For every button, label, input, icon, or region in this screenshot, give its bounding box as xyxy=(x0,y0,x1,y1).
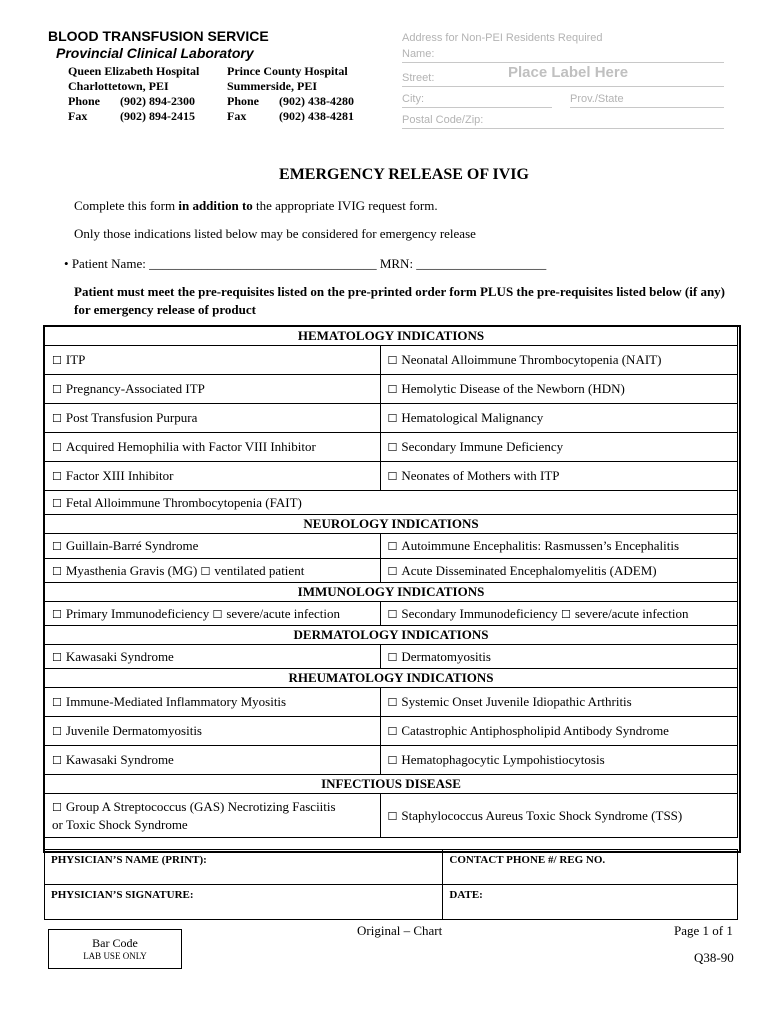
prov-label: Prov./State xyxy=(570,93,624,105)
patient-name-field[interactable]: Patient Name: ___________________________________ xyxy=(71,256,377,271)
checkbox-icon: ☐ xyxy=(212,607,223,621)
indication-hdn[interactable]: ☐ Hemolytic Disease of the Newborn (HDN) xyxy=(380,375,738,404)
indication-pregnancy-itp[interactable]: ☐ Pregnancy-Associated ITP xyxy=(45,375,381,404)
lab-use-label: LAB USE ONLY xyxy=(83,951,147,961)
phone-number: (902) 438-4280 xyxy=(279,94,354,108)
physician-signature-field[interactable]: PHYSICIAN’S SIGNATURE: xyxy=(45,885,443,920)
fax-number: (902) 438-4281 xyxy=(279,109,354,123)
indication-tss[interactable]: ☐ Staphylococcus Aureus Toxic Shock Syndrome (TSS) xyxy=(380,794,738,838)
indication-itp[interactable]: ☐ ITP xyxy=(45,346,381,375)
checkbox-icon: ☐ xyxy=(52,754,62,767)
checkbox-icon: ☐ xyxy=(387,540,398,553)
city-label: City: xyxy=(402,93,424,105)
fax-number: (902) 894-2415 xyxy=(120,109,195,123)
signature-table xyxy=(44,849,738,920)
section-header-hematology: HEMATOLOGY INDICATIONS xyxy=(45,327,738,346)
indication-acquired-hemophilia[interactable]: ☐ Acquired Hemophilia with Factor VIII Inhibitor xyxy=(45,433,381,462)
form-title: EMERGENCY RELEASE OF IVIG xyxy=(279,166,529,183)
fax-label: Fax xyxy=(68,109,88,123)
phone-number: (902) 894-2300 xyxy=(120,94,195,108)
indications-table xyxy=(44,326,738,838)
place-label-placeholder: Place Label Here xyxy=(508,64,629,81)
checkbox-icon: ☐ xyxy=(387,354,398,367)
bullet: • xyxy=(64,256,69,271)
indication-kawasaki-rheum[interactable]: ☐ Kawasaki Syndrome xyxy=(45,746,381,775)
checkbox-icon: ☐ xyxy=(387,607,398,621)
indication-juvenile-dermatomyositis[interactable]: ☐ Juvenile Dermatomyositis xyxy=(45,717,381,746)
checkbox-icon: ☐ xyxy=(52,540,62,553)
patient-line[interactable] xyxy=(64,256,546,272)
indication-immune-myositis[interactable]: ☐ Immune-Mediated Inflammatory Myositis xyxy=(45,688,381,717)
address-block xyxy=(402,32,724,132)
barcode-box xyxy=(48,929,182,969)
prerequisite-note: Patient must meet the pre-requisites listed on the pre-printed order form PLUS the pre-requisites listed below (if any) for emergency release of product xyxy=(74,284,726,317)
indication-hlh[interactable]: ☐ Hematophagocytic Lympohistiocytosis xyxy=(380,746,738,775)
name-field[interactable] xyxy=(402,48,724,63)
checkbox-icon: ☐ xyxy=(52,412,62,425)
indication-fait[interactable]: ☐ Fetal Alloimmune Thrombocytopenia (FAIT) xyxy=(45,491,738,515)
indication-kawasaki-derm[interactable]: ☐ Kawasaki Syndrome xyxy=(45,645,381,669)
org-name: BLOOD TRANSFUSION SERVICE xyxy=(48,28,269,44)
indication-myasthenia-gravis[interactable]: ☐ Myasthenia Gravis (MG) ☐ ventilated patient xyxy=(45,559,381,583)
name-label: Name: xyxy=(402,48,435,60)
contact-phone-field[interactable]: CONTACT PHONE #/ REG NO. xyxy=(443,850,738,885)
checkbox-icon: ☐ xyxy=(52,496,62,510)
barcode-label: Bar Code xyxy=(92,936,138,950)
checkbox-icon: ☐ xyxy=(52,725,62,738)
section-header-infectious: INFECTIOUS DISEASE xyxy=(45,775,738,794)
indication-heme-malignancy[interactable]: ☐ Hematological Malignancy xyxy=(380,404,738,433)
checkbox-icon: ☐ xyxy=(387,564,398,578)
street-label: Street: xyxy=(402,72,435,84)
form-number: Q38-90 xyxy=(694,950,734,965)
indication-nait[interactable]: ☐ Neonatal Alloimmune Thrombocytopenia (NAIT) xyxy=(380,346,738,375)
checkbox-icon: ☐ xyxy=(52,650,62,664)
original-chart-label: Original – Chart xyxy=(357,923,443,938)
postal-label: Postal Code/Zip: xyxy=(402,114,484,126)
checkbox-icon: ☐ xyxy=(52,354,62,367)
checkbox-icon: ☐ xyxy=(52,564,62,578)
hospital-name: Prince County Hospital xyxy=(227,64,348,78)
section-header-immunology: IMMUNOLOGY INDICATIONS xyxy=(45,583,738,602)
intro-line-2: Only those indications listed below may be considered for emergency release xyxy=(74,226,476,241)
indication-factor-xiii[interactable]: ☐ Factor XIII Inhibitor xyxy=(45,462,381,491)
hospital-city: Charlottetown, PEI xyxy=(68,79,169,93)
physician-name-field[interactable]: PHYSICIAN’S NAME (PRINT): xyxy=(45,850,443,885)
section-header-neurology: NEUROLOGY INDICATIONS xyxy=(45,515,738,534)
checkbox-icon: ☐ xyxy=(52,470,62,483)
checkbox-icon: ☐ xyxy=(387,809,398,823)
page-number: Page 1 of 1 xyxy=(674,923,733,938)
lab-name: Provincial Clinical Laboratory xyxy=(56,45,254,61)
checkbox-icon: ☐ xyxy=(52,383,62,396)
indication-primary-immunodeficiency[interactable]: ☐ Primary Immunodeficiency ☐ severe/acute infection xyxy=(45,602,381,626)
city-field[interactable] xyxy=(402,93,552,108)
postal-field[interactable] xyxy=(402,114,724,129)
indication-secondary-immune-deficiency[interactable]: ☐ Secondary Immune Deficiency xyxy=(380,433,738,462)
checkbox-icon: ☐ xyxy=(387,383,398,396)
checkbox-icon: ☐ xyxy=(387,650,398,664)
checkbox-icon: ☐ xyxy=(387,412,398,425)
indication-gas[interactable]: ☐ Group A Streptococcus (GAS) Necrotizing Fasciitis or Toxic Shock Syndrome xyxy=(45,794,381,838)
intro-line-1: Complete this form in addition to the appropriate IVIG request form. xyxy=(74,198,438,213)
section-header-rheumatology: RHEUMATOLOGY INDICATIONS xyxy=(45,669,738,688)
indication-soja[interactable]: ☐ Systemic Onset Juvenile Idiopathic Arthritis xyxy=(380,688,738,717)
hospital-city: Summerside, PEI xyxy=(227,79,317,93)
indication-rasmussen[interactable]: ☐ Autoimmune Encephalitis: Rasmussen’s Encephalitis xyxy=(380,534,738,559)
checkbox-icon: ☐ xyxy=(52,801,62,814)
indication-dermatomyositis[interactable]: ☐ Dermatomyositis xyxy=(380,645,738,669)
hospital-block-pch xyxy=(227,64,354,124)
checkbox-icon: ☐ xyxy=(200,564,211,578)
indication-adem[interactable]: ☐ Acute Disseminated Encephalomyelitis (ADEM) xyxy=(380,559,738,583)
checkbox-icon: ☐ xyxy=(52,607,62,621)
checkbox-icon: ☐ xyxy=(387,696,398,709)
hospital-block-qeh xyxy=(68,64,199,124)
checkbox-icon: ☐ xyxy=(52,696,62,709)
checkbox-icon: ☐ xyxy=(560,607,571,621)
address-note: Address for Non-PEI Residents Required xyxy=(402,32,603,44)
indication-secondary-immunodeficiency[interactable]: ☐ Secondary Immunodeficiency ☐ severe/acute infection xyxy=(380,602,738,626)
section-header-dermatology: DERMATOLOGY INDICATIONS xyxy=(45,626,738,645)
indication-neonates-itp[interactable]: ☐ Neonates of Mothers with ITP xyxy=(380,462,738,491)
indication-gbs[interactable]: ☐ Guillain-Barré Syndrome xyxy=(45,534,381,559)
checkbox-icon: ☐ xyxy=(387,470,398,483)
fax-label: Fax xyxy=(227,109,247,123)
hospital-name: Queen Elizabeth Hospital xyxy=(68,64,200,78)
date-field[interactable]: DATE: xyxy=(443,885,738,920)
mrn-field[interactable]: MRN: ____________________ xyxy=(379,256,547,271)
checkbox-icon: ☐ xyxy=(387,725,398,738)
phone-label: Phone xyxy=(68,94,101,108)
checkbox-icon: ☐ xyxy=(52,441,62,454)
checkbox-icon: ☐ xyxy=(387,754,398,767)
indication-caps[interactable]: ☐ Catastrophic Antiphospholipid Antibody Syndrome xyxy=(380,717,738,746)
checkbox-icon: ☐ xyxy=(387,441,398,454)
phone-label: Phone xyxy=(227,94,260,108)
indication-ptp[interactable]: ☐ Post Transfusion Purpura xyxy=(45,404,381,433)
prov-field[interactable] xyxy=(570,93,724,108)
